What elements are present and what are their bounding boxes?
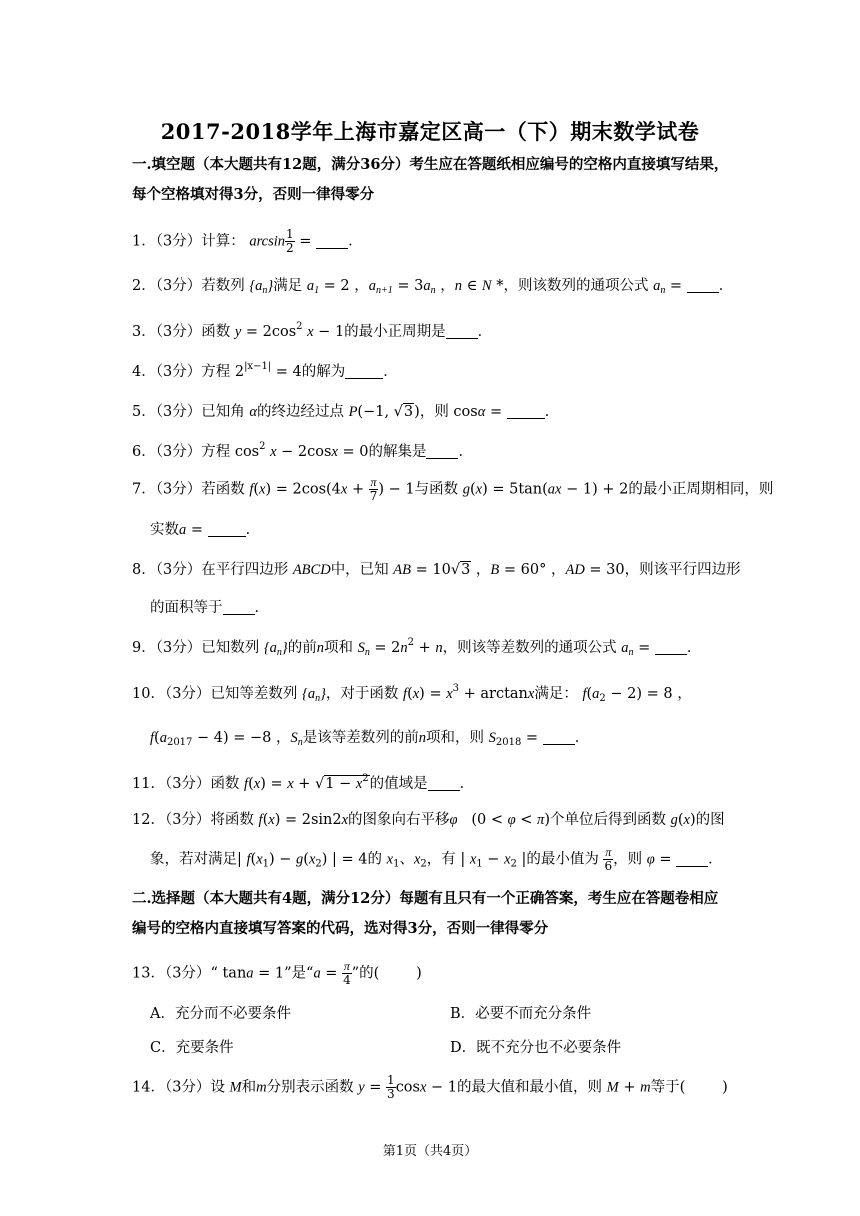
- question-11: 11．（3分）函数 $f(x) = x + √1 - x^2$的值域是 ．: [132, 773, 475, 792]
- question-5: 5．（3分）已知角 α的终边经过点 P(−1, √3)，则 cosα = ．: [132, 404, 560, 420]
- page-title: 2017-2018学年上海市嘉定区高一（下）期末数学试卷: [160, 119, 700, 144]
- question-14: 14．（3分）设 M和m分别表示函数 y = $\frac{1}{3}$ cosx − 1的最大值和最小值，则 M + m等于( ): [132, 1073, 728, 1101]
- question-12-cont: 象，若对满足| $f(x_1) - g(x_2)$ | = 4的 $x_1$、$x_2$，有 | $x_1 - x_2$ |的最小值为 $\frac{\pi}{6}$ ，则 φ = ．: [150, 845, 723, 873]
- question-3: 3．（3分）函数 $y = 2\cos^2$ x − 1的最小正周期是 ．: [132, 321, 493, 340]
- question-7: 7．（3分）若函数 f(x) = 2cos(4x + $\frac{\pi}{7}$ ) − 1与函数 g(x) = 5tan(ax − 1) + 2的最小正周期相同，则: [132, 475, 774, 503]
- question-1: 1．（3分）计算： arcsin $\frac{1}{2}$ = ．: [132, 227, 363, 255]
- question-10: 10．（3分）已知等差数列 $\{a_n\}$，对于函数 $f(x) = x^3 + \arctan x$满足： $f(a_2 - 2) = 8$ ，: [132, 683, 692, 704]
- q13-option-a: A．充分而不必要条件: [150, 1006, 291, 1022]
- question-13: 13．（3分）“ tana = 1”是“a = $\frac{\pi}{4}$ ”的( ): [132, 959, 422, 987]
- section-1-header: 一.填空题（本大题共有12题，满分36分）考生应在答题纸相应编号的空格内直接填写结果，每个空格填对得3分，否则一律得零分: [132, 156, 729, 203]
- question-10-cont: $f(a_{2017} - 4) = -8$ ，$S_n$是该等差数列的前n项和，则 $S_{2018}$ = ．: [150, 730, 590, 748]
- question-8: 8．（3分）在平行四边形 ABCD中，已知 AB = 10√3 ，B = 60° ，AD = 30，则该平行四边形: [132, 562, 741, 578]
- question-9: 9．（3分）已知数列 $\{a_n\}$的前n项和 $S_n = 2n^2 + n$，则该等差数列的通项公式 $a_n$ = ．: [132, 637, 702, 658]
- q13-option-b: B．必要不而充分条件: [450, 1006, 592, 1022]
- question-12: 12．（3分）将函数 f(x) = 2sin2x的图象向右平移φ (0 < φ < π)个单位后得到函数 g(x)的图: [132, 812, 725, 828]
- question-6: 6．（3分）方程 $\cos^2 x - 2\cos x = 0$的解集是 ．: [132, 441, 473, 460]
- q13-option-d: D．既不充分也不必要条件: [450, 1040, 622, 1056]
- question-8-cont: 的面积等于 ．: [150, 600, 269, 616]
- question-7-cont: 实数a = ．: [150, 522, 261, 538]
- question-2: 2．（3分）若数列 $\{a_n\}$满足 $a_1 = 2$ ，$a_{n+1} = 3a_n$ ，n ∈ N *，则该数列的通项公式 $a_n$ = ．: [132, 278, 734, 296]
- q13-option-c: C．充要条件: [150, 1040, 234, 1056]
- page-footer: 第1页（共4页）: [382, 1144, 478, 1159]
- section-2-header: 二.选择题（本大题共有4题，满分12分）每题有且只有一个正确答案，考生应在答题卷相应编号的空格内直接填写答案的代码，选对得3分，否则一律得零分: [132, 890, 719, 937]
- question-4: 4．（3分）方程 $2^{|x-1|} = 4$的解为 ．: [132, 361, 398, 380]
